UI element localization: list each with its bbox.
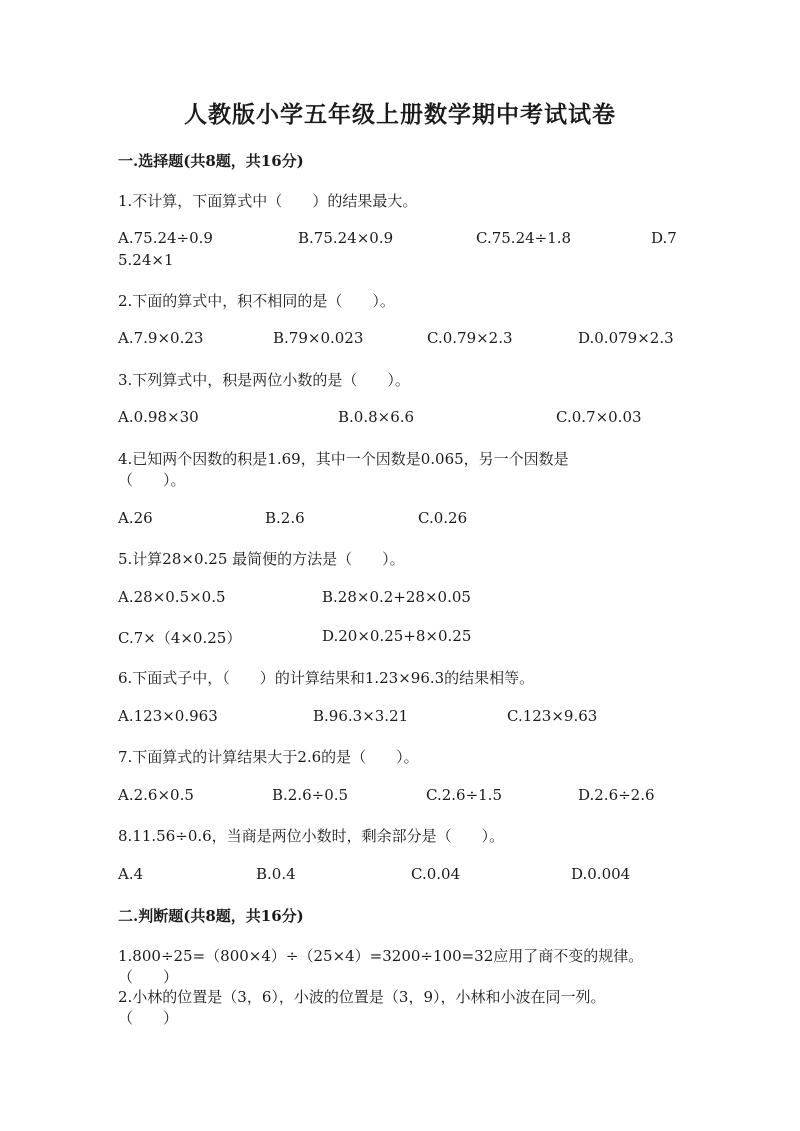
- question-1-option-d: D.7: [651, 229, 677, 247]
- question-5-option-d: D.20×0.25+8×0.25: [322, 627, 472, 645]
- question-6-stem: 6.下面式子中，（ ）的计算结果和1.23×96.3的结果相等。: [118, 669, 535, 687]
- question-3-stem: 3.下列算式中，积是两位小数的是（ ）。: [118, 371, 410, 389]
- page-title: 人教版小学五年级上册数学期中考试试卷: [184, 101, 616, 128]
- question-4-option-b: B.2.6: [265, 509, 305, 527]
- question-5-option-b: B.28×0.2+28×0.05: [322, 588, 471, 606]
- question-6-option-b: B.96.3×3.21: [313, 707, 409, 725]
- question-7-option-b: B.2.6÷0.5: [272, 786, 349, 804]
- question-2-option-c: C.0.79×2.3: [427, 329, 513, 347]
- question-3-option-b: B.0.8×6.6: [338, 408, 415, 426]
- question-7-option-a: A.2.6×0.5: [118, 786, 194, 804]
- question-2-stem: 2.下面的算式中，积不相同的是（ ）。: [118, 292, 395, 310]
- question-2-option-d: D.0.079×2.3: [578, 329, 674, 347]
- question-1-option-d-cont: 5.24×1: [118, 251, 174, 269]
- section-heading-judgement: 二.判断题(共8题，共16分): [118, 907, 304, 925]
- question-5-option-a: A.28×0.5×0.5: [118, 588, 226, 606]
- question-8-option-a: A.4: [118, 865, 144, 883]
- question-3-option-a: A.0.98×30: [118, 408, 199, 426]
- question-2-option-b: B.79×0.023: [273, 329, 364, 347]
- question-1-option-b: B.75.24×0.9: [298, 229, 394, 247]
- question-1-stem: 1.不计算，下面算式中（ ）的结果最大。: [118, 192, 418, 210]
- question-4-option-c: C.0.26: [418, 509, 468, 527]
- question-6-option-c: C.123×9.63: [507, 707, 598, 725]
- question-8-stem: 8.11.56÷0.6，当商是两位小数时，剩余部分是（ ）。: [118, 827, 505, 845]
- question-7-stem: 7.下面算式的计算结果大于2.6的是（ ）。: [118, 748, 419, 766]
- question-1-option-c: C.75.24÷1.8: [476, 229, 572, 247]
- judgement-1-blank: （ ）: [118, 968, 179, 986]
- question-1-option-a: A.75.24÷0.9: [118, 229, 213, 247]
- judgement-2-blank: （ ）: [118, 1009, 179, 1027]
- question-7-option-d: D.2.6÷2.6: [578, 786, 655, 804]
- question-2-option-a: A.7.9×0.23: [118, 329, 204, 347]
- question-8-option-c: C.0.04: [411, 865, 461, 883]
- judgement-1-stem: 1.800÷25=（800×4）÷（25×4）=3200÷100=32应用了商不变的规律。: [118, 947, 644, 965]
- question-6-option-a: A.123×0.963: [118, 707, 218, 725]
- question-8-option-b: B.0.4: [256, 865, 296, 883]
- question-5-stem: 5.计算28×0.25 最简便的方法是（ ）。: [118, 550, 405, 568]
- judgement-2-stem: 2.小林的位置是（3，6），小波的位置是（3，9），小林和小波在同一列。: [118, 988, 606, 1006]
- question-5-option-c: C.7×（4×0.25）: [118, 629, 242, 647]
- question-4-option-a: A.26: [118, 509, 153, 527]
- section-heading-choice: 一.选择题(共8题，共16分): [118, 152, 304, 170]
- question-4-stem: 4.已知两个因数的积是1.69，其中一个因数是0.065，另一个因数是: [118, 450, 569, 468]
- question-3-option-c: C.0.7×0.03: [556, 408, 642, 426]
- question-7-option-c: C.2.6÷1.5: [426, 786, 502, 804]
- question-8-option-d: D.0.004: [571, 865, 631, 883]
- question-4-stem-cont: （ ）。: [118, 471, 186, 489]
